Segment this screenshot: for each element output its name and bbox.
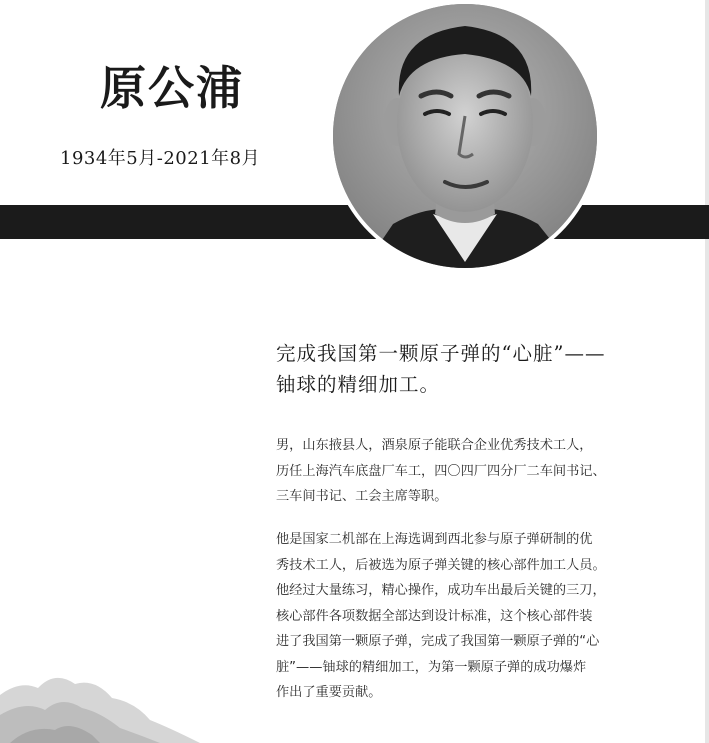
portrait-photo: [333, 4, 597, 268]
headline: [276, 338, 696, 400]
bio-paragraph-1: [276, 433, 696, 510]
bio-line: 秀技术工人，后被选为原子弹关键的核心部件加工人员。: [276, 557, 606, 573]
bio-line: 三车间书记、工会主席等职。: [276, 489, 448, 504]
bio-line: 他经过大量练习，精心操作，成功车出最后关键的三刀，: [276, 583, 606, 598]
bio-line: 核心部件各项数据全部达到设计标准，这个核心部件装: [276, 608, 593, 624]
bio-line: 进了我国第一颗原子弹，完成了我国第一颗原子弹的“心: [276, 634, 600, 649]
portrait-illustration: [333, 4, 597, 268]
bio-line: 历任上海汽车底盘厂车工，四〇四厂四分厂二车间书记、: [276, 463, 606, 479]
ink-mountain-decoration: [0, 640, 200, 743]
bio-line: 作出了重要贡献。: [276, 685, 382, 700]
page-edge: [705, 0, 709, 743]
bio-line: 脏”——铀球的精细加工，为第一颗原子弹的成功爆炸: [276, 659, 587, 675]
person-name: 原公浦: [100, 61, 244, 115]
bio-line: 他是国家二机部在上海选调到西北参与原子弹研制的优: [276, 532, 593, 547]
headline-line-2: 铀球的精细加工。: [276, 373, 441, 396]
bio-line: 男，山东掖县人，酒泉原子能联合企业优秀技术工人，: [276, 438, 593, 453]
life-dates: 1934年5月-2021年8月: [60, 148, 261, 169]
bio-paragraph-2: [276, 527, 696, 706]
headline-line-1: 完成我国第一颗原子弹的“心脏”——: [276, 342, 606, 365]
